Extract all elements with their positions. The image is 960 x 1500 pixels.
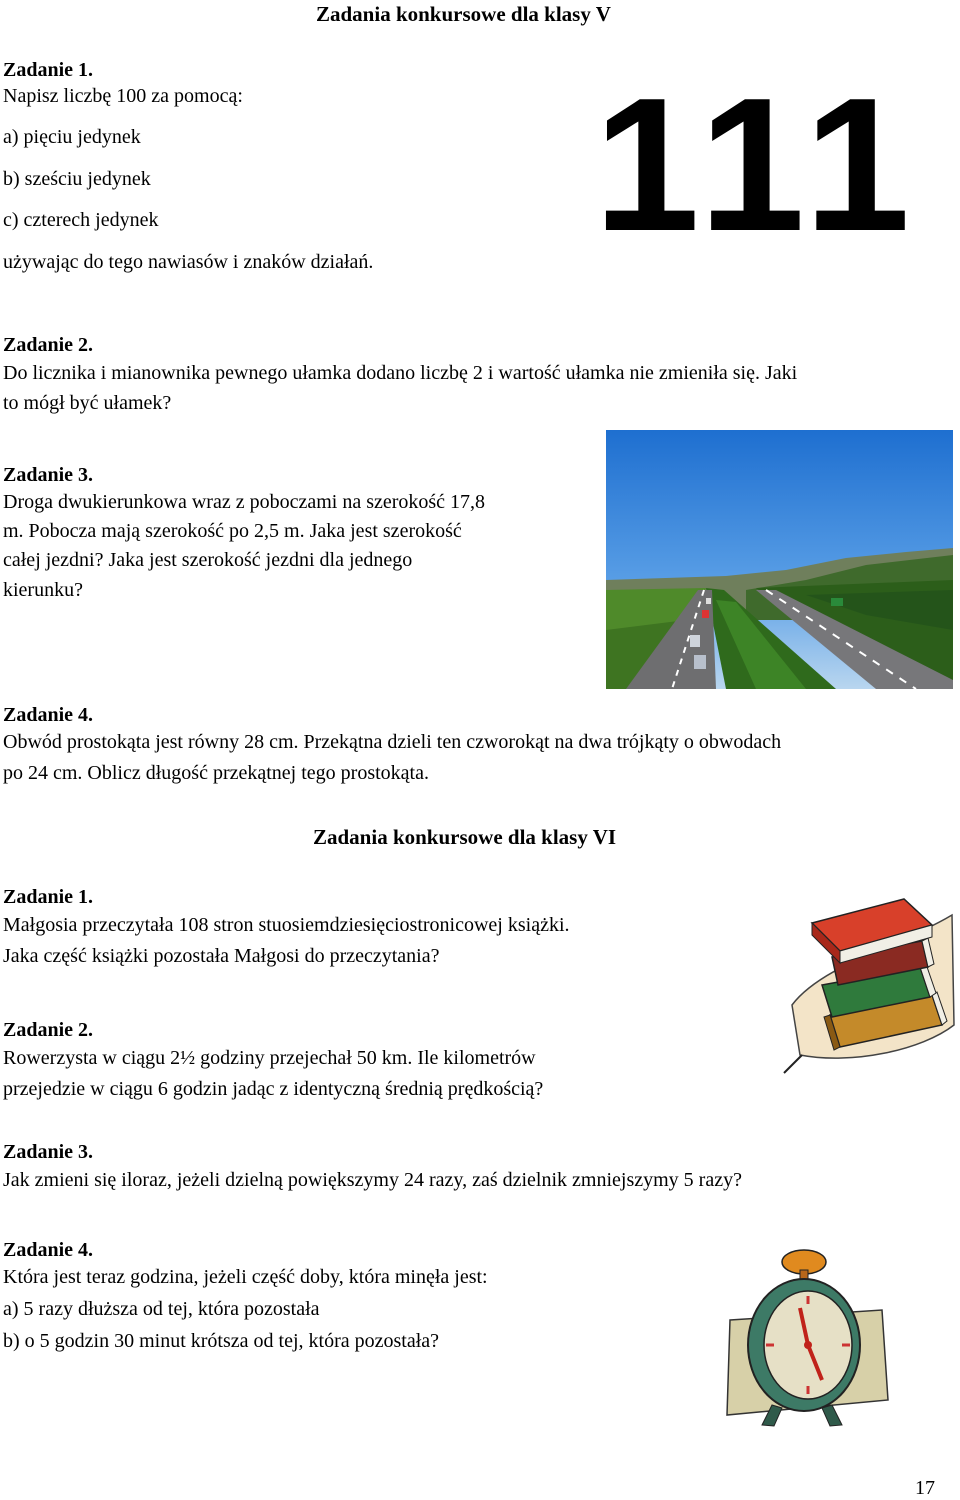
task-heading-5-4: Zadanie 4. (3, 704, 94, 726)
task-text-line: a) 5 razy dłuższa od tej, która pozostała (3, 1298, 320, 1320)
task-heading-5-3: Zadanie 3. (3, 464, 94, 486)
ones-figure: 111 (594, 59, 921, 271)
section-title-class-5: Zadania konkursowe dla klasy V (316, 2, 611, 26)
task-text-line: Napisz liczbę 100 za pomocą: (3, 85, 243, 107)
page-number: 17 (915, 1477, 935, 1499)
task-heading-6-1: Zadanie 1. (3, 886, 94, 908)
task-text-line: m. Pobocza mają szerokość po 2,5 m. Jaka jest szerokość (3, 520, 462, 542)
task-text-line: używając do tego nawiasów i znaków działań. (3, 251, 374, 273)
task-heading-6-4: Zadanie 4. (3, 1239, 94, 1261)
task-text-line: Jaka część książki pozostała Małgosi do przeczytania? (3, 945, 440, 967)
task-heading-6-3: Zadanie 3. (3, 1141, 94, 1163)
task-text-line: przejedzie w ciągu 6 godzin jadąc z identyczną średnią prędkością? (3, 1078, 544, 1100)
task-text-line: Droga dwukierunkowa wraz z poboczami na szerokość 17,8 (3, 491, 486, 513)
highway-photo (606, 430, 953, 689)
task-text-line: kierunku? (3, 579, 83, 601)
task-heading-5-2: Zadanie 2. (3, 334, 94, 356)
task-text-line: Małgosia przeczytała 108 stron stuosiemdziesięciostronicowej książki. (3, 914, 570, 936)
task-text-line: b) o 5 godzin 30 minut krótsza od tej, która pozostała? (3, 1330, 440, 1352)
task-text-line: Obwód prostokąta jest równy 28 cm. Przekątna dzieli ten czworokąt na dwa trójkąty o obwodach (3, 731, 782, 753)
task-text-line: Jak zmieni się iloraz, jeżeli dzielną powiększymy 24 razy, zaś dzielnik zmniejszymy 5 razy? (3, 1169, 742, 1191)
section-title-class-6: Zadania konkursowe dla klasy VI (313, 825, 617, 849)
task-text-line: b) sześciu jedynek (3, 168, 151, 190)
task-text-line: to mógł być ułamek? (3, 392, 172, 414)
task-text-line: po 24 cm. Oblicz długość przekątnej tego prostokąta. (3, 762, 429, 784)
task-text-line: całej jezdni? Jaka jest szerokość jezdni dla jednego (3, 549, 413, 571)
alarm-clock-clipart (722, 1240, 892, 1432)
task-text-line: Która jest teraz godzina, jeżeli część doby, która minęła jest: (3, 1266, 488, 1288)
task-text-line: Do licznika i mianownika pewnego ułamka dodano liczbę 2 i wartość ułamka nie zmieniła się. Jaki (3, 362, 798, 384)
task-text-line: c) czterech jedynek (3, 209, 159, 231)
books-clipart (782, 875, 957, 1075)
task-heading-5-1: Zadanie 1. (3, 59, 94, 81)
task-text-line: a) pięciu jedynek (3, 126, 141, 148)
task-text-line: Rowerzysta w ciągu 2½ godziny przejechał 50 km. Ile kilometrów (3, 1047, 536, 1069)
task-heading-6-2: Zadanie 2. (3, 1019, 94, 1041)
